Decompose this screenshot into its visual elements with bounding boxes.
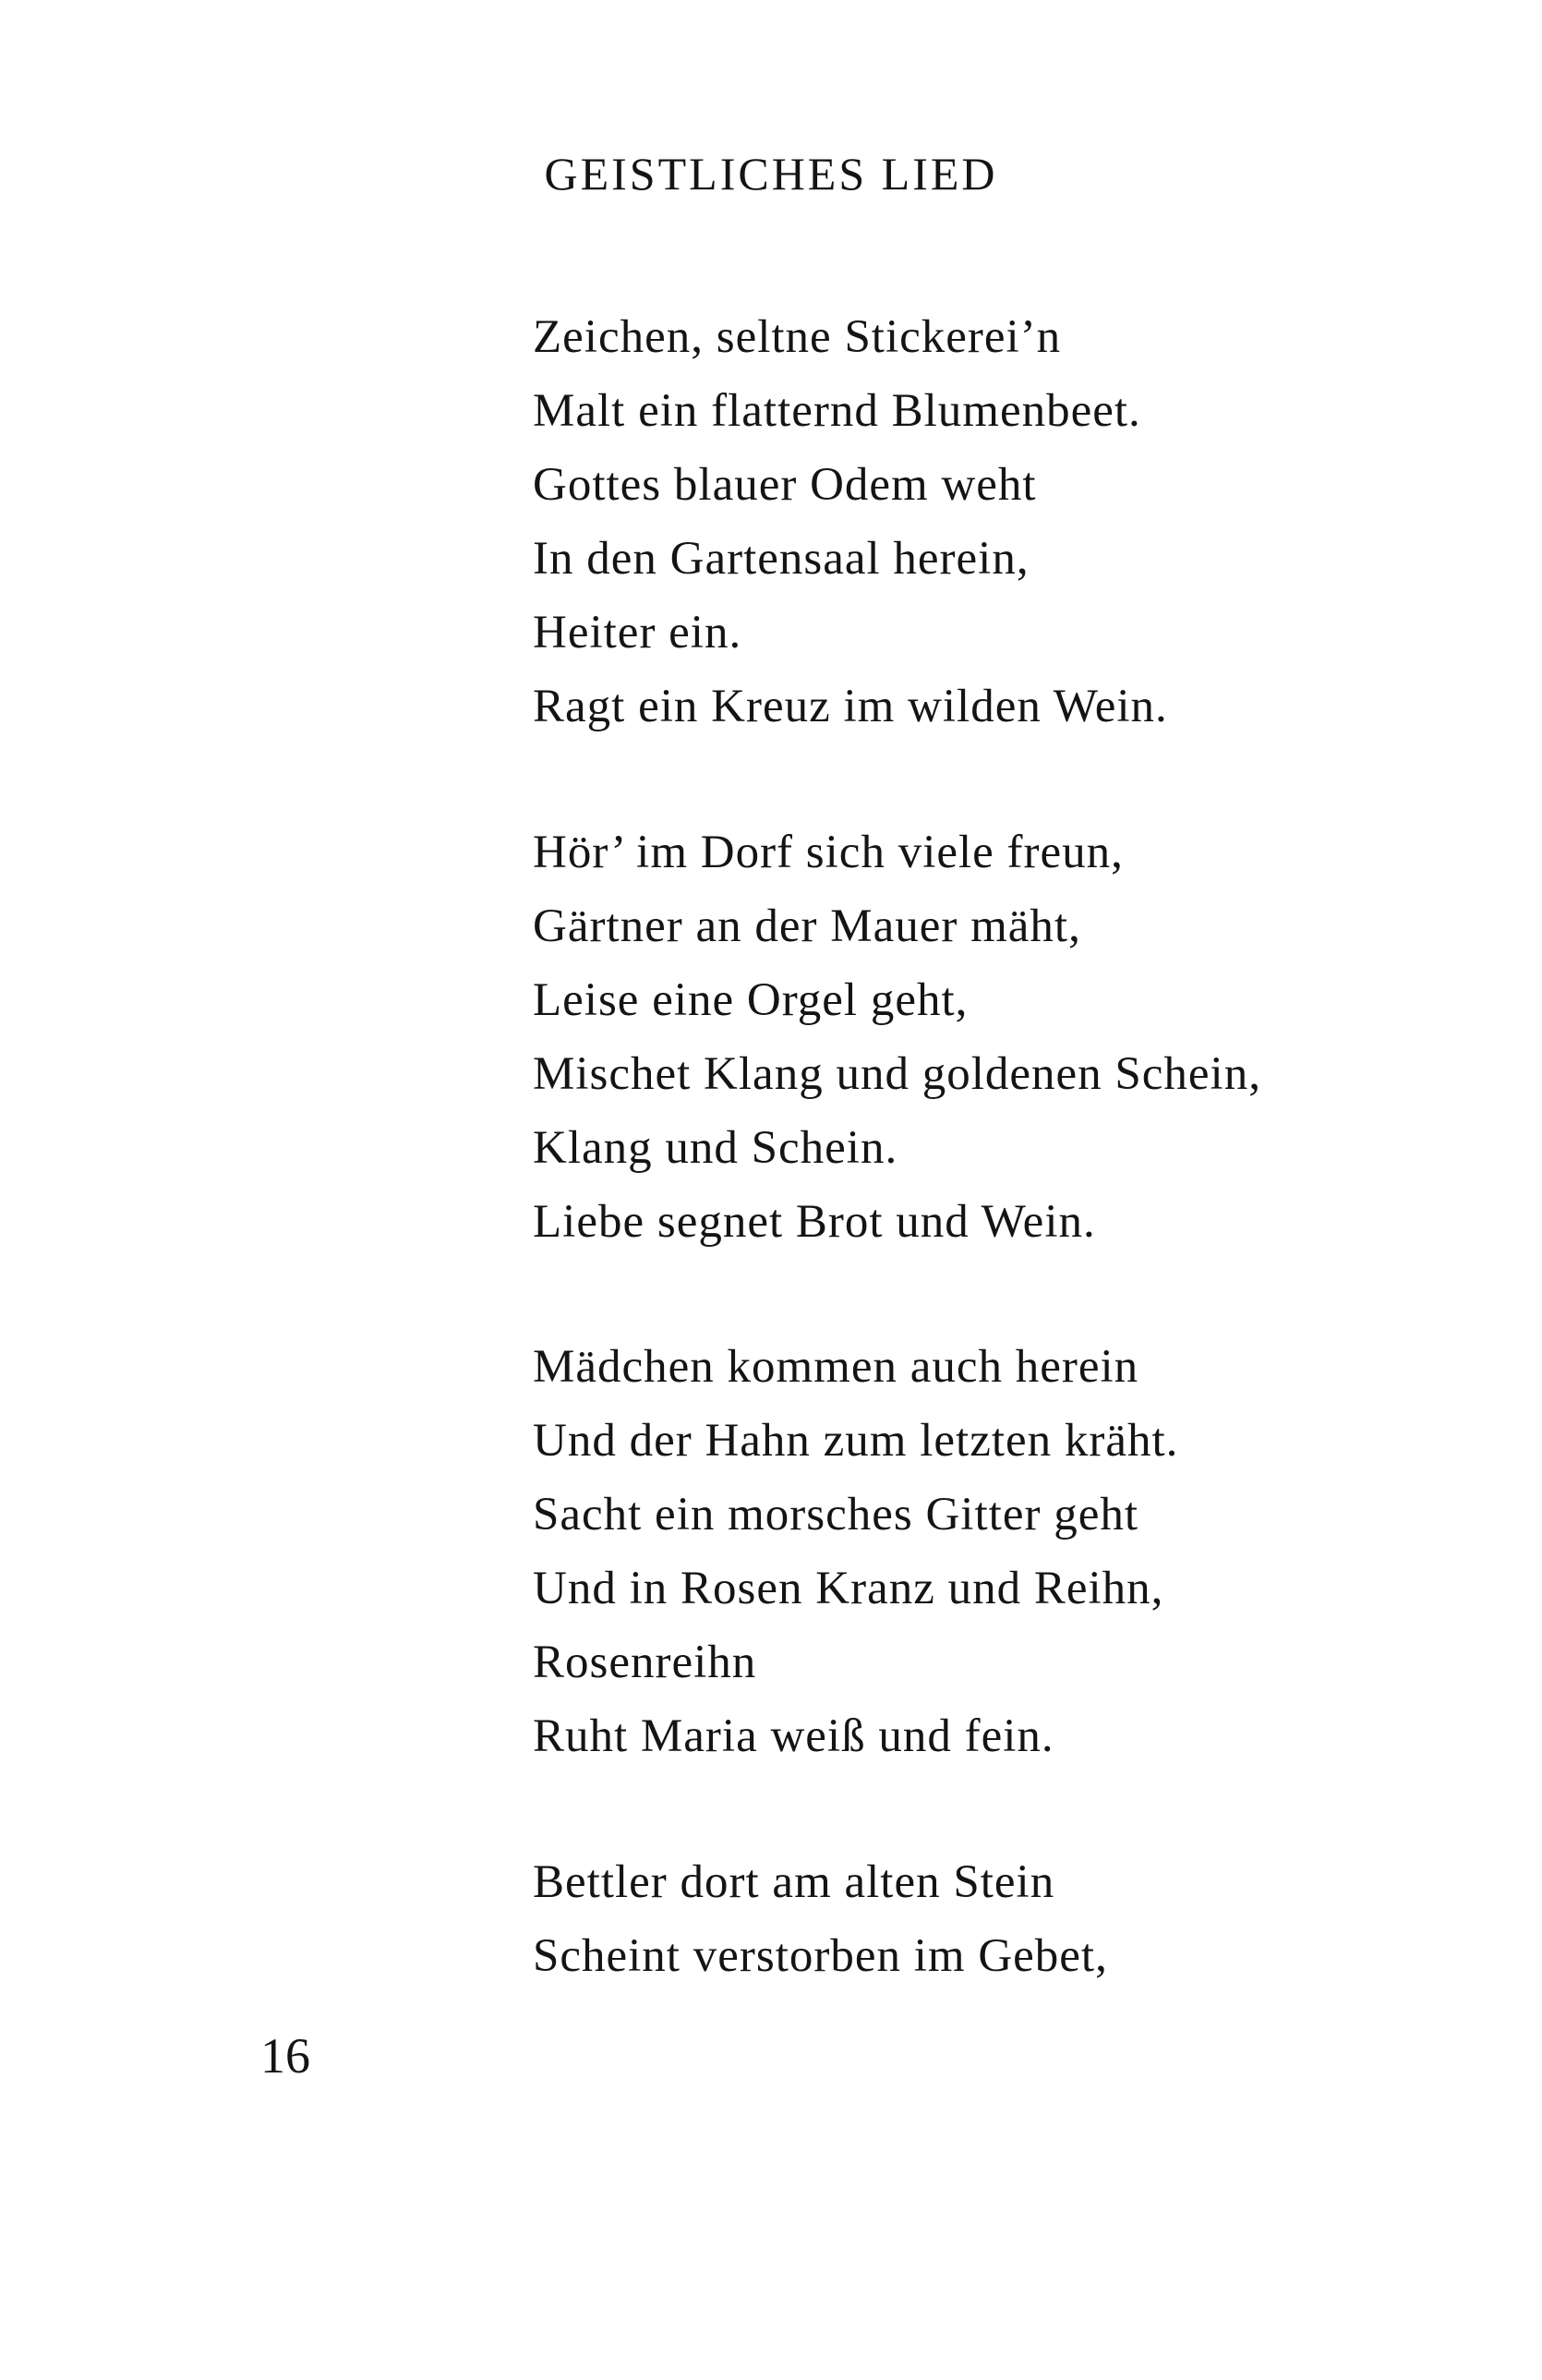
poem-line: Ruht Maria weiß und fein. — [533, 1710, 1054, 1762]
poem-line: Heiter ein. — [533, 607, 742, 658]
stanza-1 — [533, 300, 1168, 743]
poem-line: Scheint verstorben im Gebet, — [533, 1930, 1108, 1982]
poem-line: Und der Hahn zum letzten kräht. — [533, 1415, 1179, 1467]
poem-line: Gottes blauer Odem weht — [533, 459, 1037, 511]
poem-title: GEISTLICHES LIED — [544, 148, 998, 199]
poem-line: Rosenreihn — [533, 1637, 757, 1688]
poem-line: Mischet Klang und goldenen Schein, — [533, 1048, 1261, 1100]
poem-line: Hör’ im Dorf sich viele freun, — [533, 827, 1124, 878]
poem-line: Und in Rosen Kranz und Reihn, — [533, 1563, 1164, 1614]
poem-line: Gärtner an der Mauer mäht, — [533, 900, 1081, 952]
stanza-4 — [533, 1845, 1108, 1993]
poem-line: Ragt ein Kreuz im wilden Wein. — [533, 681, 1168, 732]
poem-line: In den Gartensaal herein, — [533, 533, 1030, 585]
stanza-2 — [533, 815, 1261, 1259]
stanza-3 — [533, 1330, 1178, 1773]
poem-line: Leise eine Orgel geht, — [533, 974, 969, 1026]
poem-line: Zeichen, seltne Stickerei’n — [533, 311, 1062, 363]
poem-line: Klang und Schein. — [533, 1122, 898, 1174]
poem-line: Malt ein flatternd Blumenbeet. — [533, 385, 1141, 437]
page-number: 16 — [260, 2028, 310, 2084]
poem-line: Liebe segnet Brot und Wein. — [533, 1196, 1096, 1248]
poem-line: Sacht ein morsches Gitter geht — [533, 1489, 1138, 1540]
poem-line: Bettler dort am alten Stein — [533, 1856, 1055, 1908]
poem-line: Mädchen kommen auch herein — [533, 1341, 1139, 1393]
